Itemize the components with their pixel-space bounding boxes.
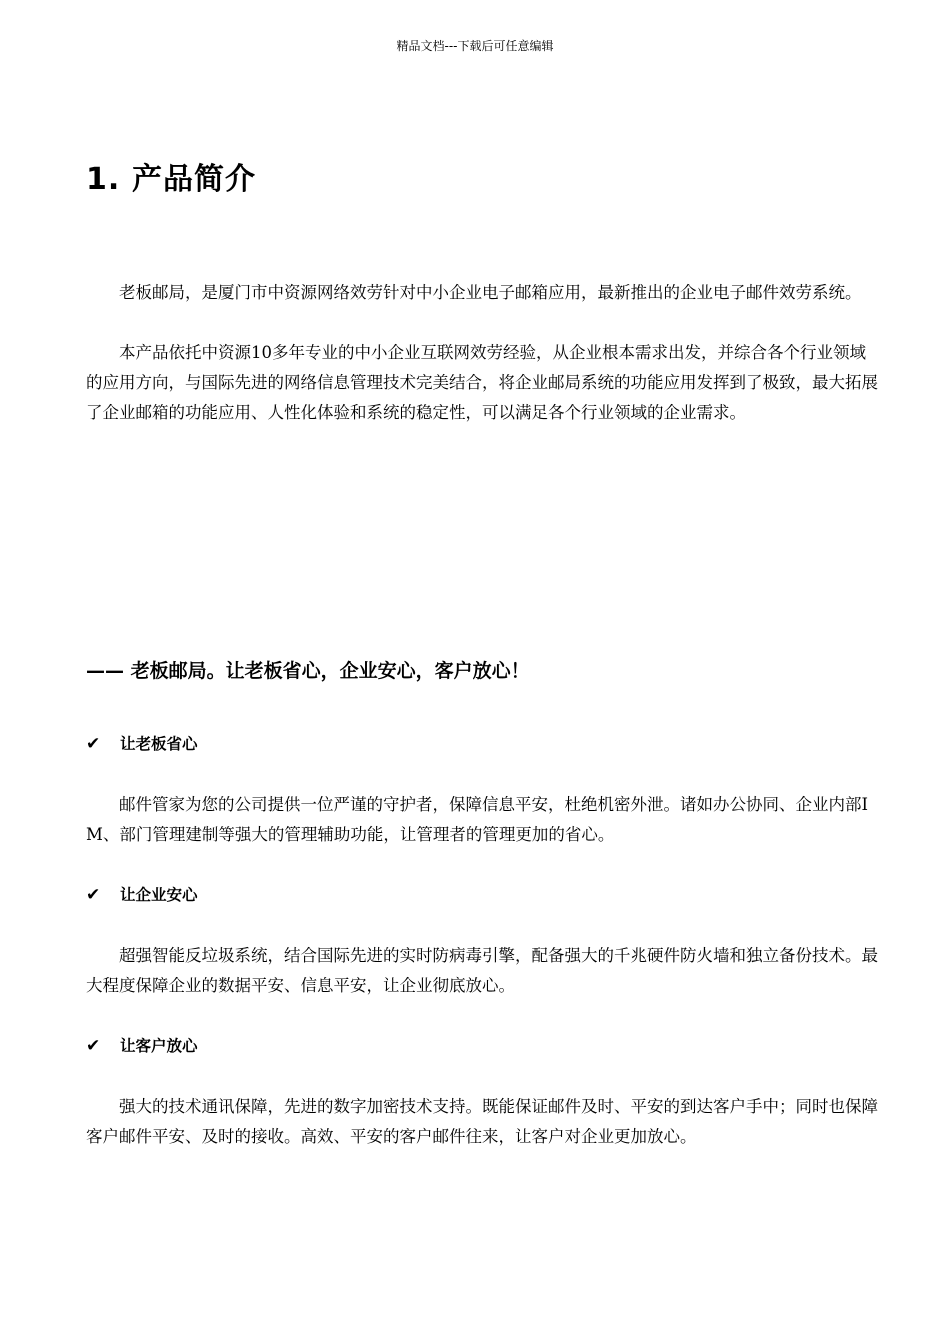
point-heading-enterprise [86, 884, 198, 906]
point-body-enterprise: 超强智能反垃圾系统，结合国际先进的实时防病毒引擎，配备强大的千兆硬件防火墙和独立备份技术。最大程度保障企业的数据平安、信息平安，让企业彻底放心。 [86, 946, 878, 995]
point-heading-label: 让老板省心 [120, 735, 198, 753]
point-heading-boss [86, 733, 198, 755]
point-heading-label: 让客户放心 [120, 1037, 198, 1055]
section-title [86, 160, 256, 200]
section-title-text: 产品简介 [132, 162, 256, 197]
point-heading-customer [86, 1035, 198, 1057]
section-number: 1. [86, 162, 121, 197]
checkmark-icon: ✔ [86, 885, 101, 905]
intro-paragraph-1: 老板邮局，是厦门市中资源网络效劳针对中小企业电子邮箱应用，最新推出的企业电子邮件效劳系统。 [119, 283, 862, 302]
checkmark-icon: ✔ [86, 734, 101, 754]
point-body-boss: 邮件管家为您的公司提供一位严谨的守护者，保障信息平安，杜绝机密外泄。诸如办公协同、企业内部IM、部门管理建制等强大的管理辅助功能，让管理者的管理更加的省心。 [86, 795, 869, 844]
page-header-note: 精品文档---下载后可任意编辑 [396, 39, 554, 53]
intro-paragraph-2: 本产品依托中资源10多年专业的中小企业互联网效劳经验，从企业根本需求出发，并综合各个行业领域的应用方向，与国际先进的网络信息管理技术完美结合，将企业邮局系统的功能应用发挥到了极致，最大拓展了企业邮箱的功能应用、人性化体验和系统的稳定性，可以满足各个行业领域的企业需求。 [86, 343, 878, 422]
point-body-customer: 强大的技术通讯保障，先进的数字加密技术支持。既能保证邮件及时、平安的到达客户手中；同时也保障客户邮件平安、及时的接收。高效、平安的客户邮件往来，让客户对企业更加放心。 [86, 1097, 878, 1146]
checkmark-icon: ✔ [86, 1036, 101, 1056]
slogan: —— 老板邮局。让老板省心，企业安心，客户放心！ [86, 660, 530, 682]
point-heading-label: 让企业安心 [120, 886, 198, 904]
